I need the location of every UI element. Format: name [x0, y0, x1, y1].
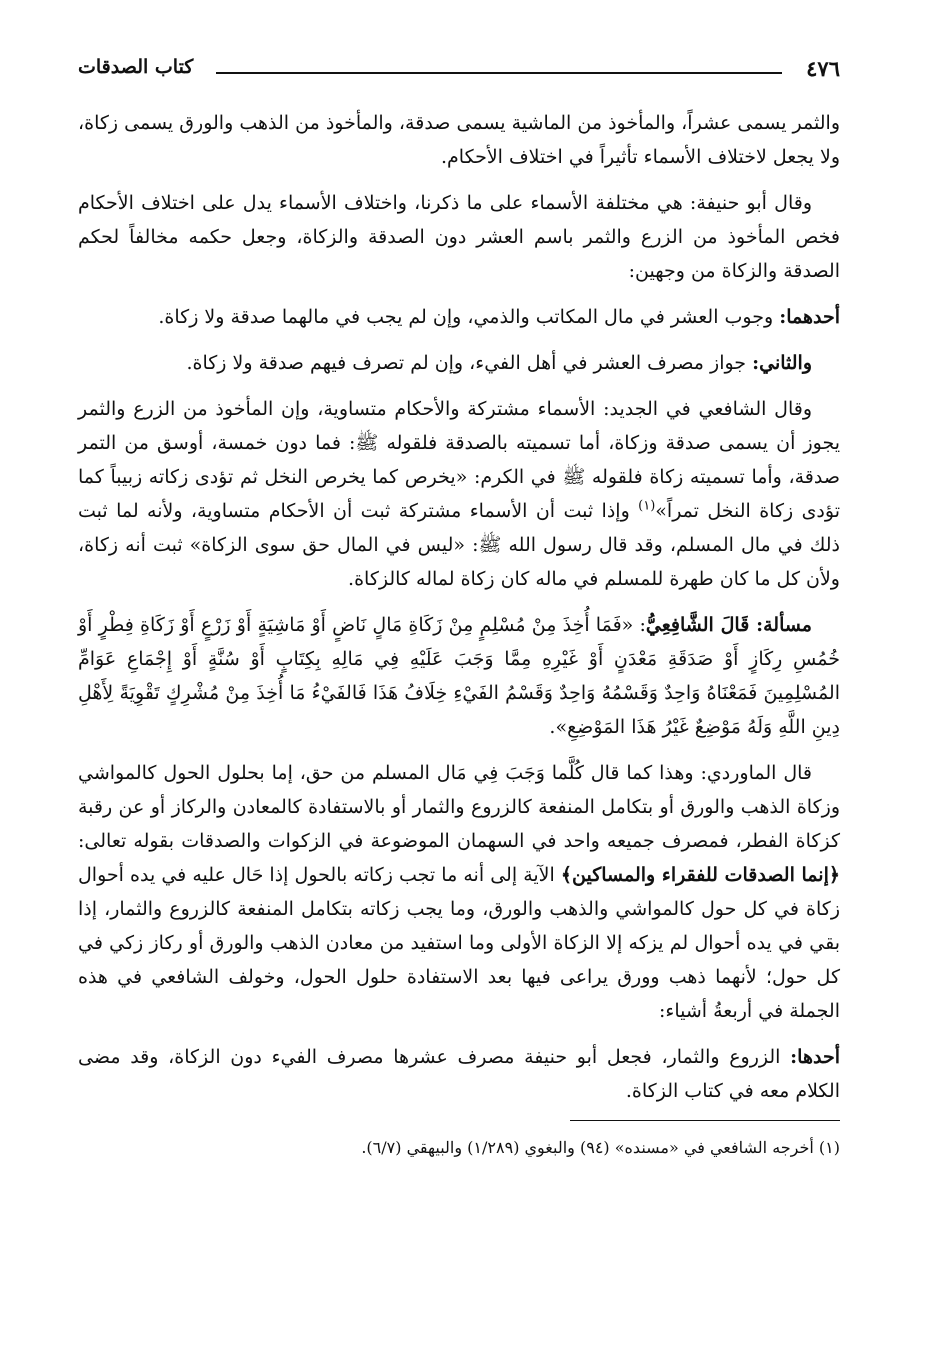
paragraph-text: الآية إلى أنه ما تجب زكاته بالحول إذا حَال عليه في يده أحوال زكاة في كل حول كالمواشي والذهب والورق، وما يجب زكاته بتكامل المنفعة كالزروع والثمار، إذا بقي في يده أحوال لم يزكه إلا الزكاة الأولى وما استفيد من معادن الذهب والورق أو ركاز زكي في كل حول؛ لأنهما ذهب وورق يراعى فيها بعد الاستفادة حلول الحول، وخولف الشافعي في هذه الجملة في أربعةُ أشياء:	[78, 864, 840, 1022]
footnote-rule	[570, 1120, 840, 1121]
quran-verse: ﴿إنما الصدقات للفقراء والمساكين﴾	[560, 864, 840, 886]
paragraph-text: قال الماوردي: وهذا كما قال كُلَّما وَجَبَ فِي مَال المسلم من حق، إما بحلول الحول كالمواشي وزكاة الذهب والورق أو بتكامل المنفعة كالزروع والثمار أو بالاستفادة كالمعادن والركاز أو عن رقبة كزكاة الفطر، فمصرف جميعه واحد في السهمان الموضوعة في الزكوات والصدقات بقوله تعالى:	[78, 762, 840, 852]
paragraph-text: وإذا ثبت أن الأسماء مشتركة ثبت أن الأحكام متساوية، ولأنه لما ثبت ذلك في مال المسلم، وقد قال رسول الله ﷺ: «ليس في المال حق سوى الزكاة» ثبت أنه زكاة، ولأن كل ما كان طهرة للمسلم في ماله كان زكاة لماله كالزكاة.	[78, 500, 840, 590]
book-title: كتاب الصدقات	[78, 56, 194, 78]
paragraph	[78, 392, 840, 596]
footnote-marker: (١)	[638, 498, 656, 514]
paragraph-text: الزروع والثمار، فجعل أبو حنيفة مصرف عشرها مصرف الفيء دون الزكاة، وقد مضى الكلام معه في كتاب الزكاة.	[78, 1046, 840, 1102]
paragraph-text: وجوب العشر في مال المكاتب والذمي، وإن لم يجب في مالهما صدقة ولا زكاة.	[158, 306, 780, 328]
paragraph	[78, 186, 840, 288]
paragraph-lead: أحدها:	[790, 1046, 840, 1068]
page-number: ٤٧٦	[806, 56, 840, 81]
paragraph	[78, 756, 840, 1028]
paragraph-text: وقال أبو حنيفة: هي مختلفة الأسماء على ما ذكرنا، واختلاف الأسماء يدل على اختلاف الأحكام فخص المأخوذ من الزرع والثمر باسم العشر دون الصدقة والزكاة، وجعل حكمه مخالفاً لحكم الصدقة والزكاة من وجهين:	[78, 192, 840, 282]
paragraph	[78, 1040, 840, 1108]
footnote: (١) أخرجه الشافعي في «مسنده» (٩٤) والبغوي (١/٢٨٩) والبيهقي (٦/٧).	[361, 1138, 840, 1157]
page-header	[78, 52, 840, 86]
masala-text: : «فَمَا أُخِذَ مِنْ مُسْلِمٍ مِنْ زَكَاةِ مَالٍ نَاضٍ أَوْ مَاشِيَةٍ أَوْ زَرْعٍ أَوْ زَكَاةِ فِطْرٍ أَوْ خُمُسِ رِكَازٍ أَوْ صَدَقَةِ مَعْدَنٍ أَوْ غَيْرِهِ مِمَّا وَجَبَ عَلَيْهِ فِي مَالِهِ بِكِتَابٍ أَوْ سُنَّةٍ أَوْ إِجْمَاعِ عَوَامِّ المُسْلِمِينَ فَمَعْنَاهُ وَاحِدٌ وَقَسْمُهُ وَاحِدٌ وَقَسْمُ الفَيْءِ خِلَافُ هَذَا فَالفَيْءُ مَا أُخِذَ مِنْ مُشْرِكٍ تَقْوِيَةً لِأَهْلِ دِينِ اللَّهِ وَلَهُ مَوْضِعٌ غَيْرُ هَذَا المَوْضِعِ».	[78, 614, 840, 738]
paragraph-lead: أحدهما:	[779, 306, 840, 328]
paragraph	[78, 106, 840, 174]
paragraph-text: وقال الشافعي في الجديد: الأسماء مشتركة والأحكام متساوية، وإن المأخوذ من الزرع والثمر يجوز أن يسمى صدقة وزكاة، أما تسميته بالصدقة فلقوله ﷺ: فما دون خمسة، أوسق من التمر صدقة، وأما تسميته زكاة فلقوله ﷺ في الكرم: «يخرص كما يخرص النخل ثم تؤدى زكاته زبيباً كما تؤدى زكاة النخل تمراً»	[78, 398, 840, 522]
paragraph-lead: والثاني:	[752, 352, 812, 374]
paragraph	[78, 300, 840, 334]
masala-speaker: قَالَ الشَّافِعِيُّ	[645, 614, 757, 636]
masala-paragraph	[78, 608, 840, 744]
masala-label: مسألة:	[756, 614, 812, 636]
paragraph-text: والثمر يسمى عشراً، والمأخوذ من الماشية يسمى صدقة، والمأخوذ من الذهب والورق يسمى زكاة، ولا يجعل لاختلاف الأسماء تأثيراً في اختلاف الأحكام.	[78, 112, 840, 168]
header-rule	[216, 72, 782, 74]
paragraph	[78, 346, 840, 380]
paragraph-text: جواز مصرف العشر في أهل الفيء، وإن لم تصرف فيهم صدقة ولا زكاة.	[186, 352, 753, 374]
main-text	[78, 106, 840, 1108]
